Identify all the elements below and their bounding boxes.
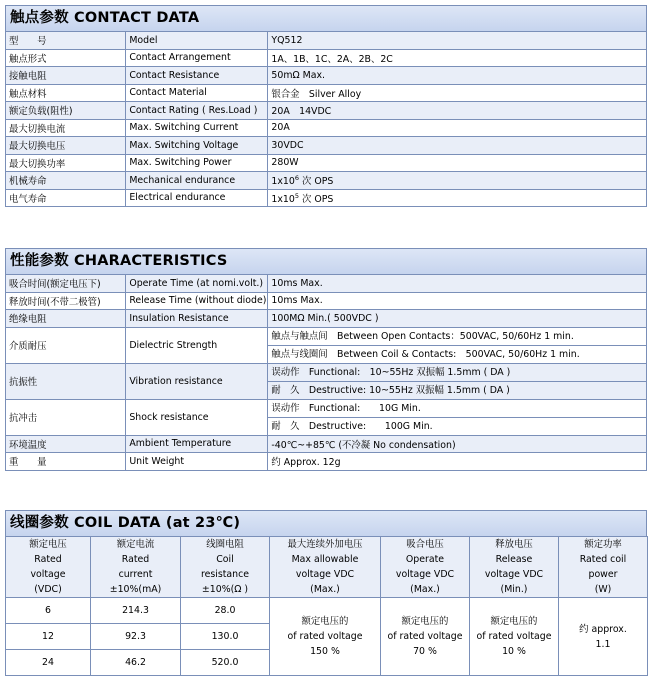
param-cn: 介质耐压 <box>6 327 126 363</box>
table-row <box>6 435 647 453</box>
param-cn: 抗冲击 <box>6 399 126 435</box>
param-value-line: 误动作 Functional: 10G Min. <box>271 402 421 414</box>
param-value: $1x10^6$ 次 OPS <box>268 172 647 190</box>
param-cn: 型 号 <box>6 32 126 50</box>
param-cn: 环境温度 <box>6 435 126 453</box>
param-value: 100MΩ Min.( 500VDC ) <box>268 310 647 328</box>
param-value-line: 触点与触点间 Between Open Contacts：500VAC, 50/60Hz 1 min. <box>271 330 574 342</box>
param-cn: 触点材料 <box>6 84 126 102</box>
column-header: 释放电压 Release voltage VDC (Min.) <box>470 537 559 598</box>
param-cn: 最大切换电压 <box>6 137 126 155</box>
rated-voltage-cell: 24 <box>6 650 91 676</box>
column-header: 额定电流 Rated current ±10%(mA) <box>91 537 181 598</box>
rated-voltage-cell: 6 <box>6 598 91 624</box>
param-cn: 重 量 <box>6 453 126 471</box>
param-en: Max. Switching Current <box>126 119 268 137</box>
param-en: Vibration resistance <box>126 363 268 399</box>
characteristics-table <box>5 274 647 471</box>
param-value-line: 误动作 Functional: 10~55Hz 双振幅 1.5mm ( DA ) <box>271 366 511 378</box>
param-value: $1x10^5$ 次 OPS <box>268 189 647 207</box>
param-value: -40℃~+85℃ (不冷凝 No condensation) <box>268 435 647 453</box>
param-cn: 释放时间(不带二极管) <box>6 292 126 310</box>
param-en: Release Time (without diode) <box>126 292 268 310</box>
param-en: Max. Switching Voltage <box>126 137 268 155</box>
rated-current-cell: 46.2 <box>91 650 181 676</box>
param-en: Model <box>126 32 268 50</box>
table-row <box>6 363 647 399</box>
coil-resistance-cell: 130.0 <box>181 624 270 650</box>
param-value-line: 耐 久 Destructive: 10~55Hz 双振幅 1.5mm ( DA ) <box>268 381 646 399</box>
param-en: Contact Resistance <box>126 67 268 85</box>
param-en: Electrical endurance <box>126 189 268 207</box>
contact-data-title: 触点参数 CONTACT DATA <box>5 5 647 31</box>
param-value: YQ512 <box>268 32 647 50</box>
characteristics-section <box>5 248 647 471</box>
param-en: Contact Material <box>126 84 268 102</box>
param-en: Contact Rating ( Res.Load ) <box>126 102 268 120</box>
table-row <box>6 172 647 190</box>
rated-power-cell: 约 approx. 1.1 <box>559 598 648 676</box>
param-value-line: 触点与线圈间 Between Coil & Contacts: 500VAC, 50/60Hz 1 min. <box>268 345 646 363</box>
table-row <box>6 310 647 328</box>
coil-header-row <box>6 537 648 598</box>
param-value: 50mΩ Max. <box>268 67 647 85</box>
param-value: 280W <box>268 154 647 172</box>
param-en: Unit Weight <box>126 453 268 471</box>
table-row <box>6 84 647 102</box>
param-en: Max. Switching Power <box>126 154 268 172</box>
param-en: Dielectric Strength <box>126 327 268 363</box>
param-cn: 电气寿命 <box>6 189 126 207</box>
column-header: 线圈电阻 Coil resistance ±10%(Ω ) <box>181 537 270 598</box>
contact-data-section <box>5 5 647 207</box>
characteristics-title: 性能参数 CHARACTERISTICS <box>5 248 647 274</box>
param-en: Insulation Resistance <box>126 310 268 328</box>
table-row <box>6 189 647 207</box>
param-cn: 最大切换功率 <box>6 154 126 172</box>
table-row <box>6 119 647 137</box>
contact-data-table <box>5 31 647 207</box>
coil-data-section <box>5 510 647 676</box>
param-en: Shock resistance <box>126 399 268 435</box>
param-en: Mechanical endurance <box>126 172 268 190</box>
param-value <box>268 363 647 399</box>
table-row <box>6 32 647 50</box>
table-row <box>6 154 647 172</box>
column-header: 吸合电压 Operate voltage VDC (Max.) <box>381 537 470 598</box>
coil-data-title: 线圈参数 COIL DATA (at 23℃) <box>5 510 647 536</box>
param-value-line: 耐 久 Destructive: 100G Min. <box>268 417 646 435</box>
table-row <box>6 137 647 155</box>
table-row <box>6 327 647 363</box>
param-value: 20A 14VDC <box>268 102 647 120</box>
coil-data-table <box>5 536 648 676</box>
table-row <box>6 67 647 85</box>
table-row <box>6 102 647 120</box>
coil-resistance-cell: 28.0 <box>181 598 270 624</box>
param-value: 10ms Max. <box>268 292 647 310</box>
param-value <box>268 327 647 363</box>
coil-resistance-cell: 520.0 <box>181 650 270 676</box>
column-header: 最大连续外加电压 Max allowable voltage VDC (Max.) <box>270 537 381 598</box>
table-row <box>6 275 647 293</box>
param-cn: 触点形式 <box>6 49 126 67</box>
table-row <box>6 292 647 310</box>
rated-current-cell: 214.3 <box>91 598 181 624</box>
param-value: 20A <box>268 119 647 137</box>
param-cn: 吸合时间(额定电压下) <box>6 275 126 293</box>
max-allowable-cell: 额定电压的 of rated voltage 150 % <box>270 598 381 676</box>
column-header: 额定电压 Rated voltage (VDC) <box>6 537 91 598</box>
param-en: Operate Time (at nomi.volt.) <box>126 275 268 293</box>
param-value: 30VDC <box>268 137 647 155</box>
rated-current-cell: 92.3 <box>91 624 181 650</box>
param-value <box>268 399 647 435</box>
param-value: 1A、1B、1C、2A、2B、2C <box>268 49 647 67</box>
param-cn: 绝缘电阻 <box>6 310 126 328</box>
param-cn: 抗振性 <box>6 363 126 399</box>
rated-voltage-cell: 12 <box>6 624 91 650</box>
param-value: 银合金 Silver Alloy <box>268 84 647 102</box>
param-value: 10ms Max. <box>268 275 647 293</box>
param-en: Ambient Temperature <box>126 435 268 453</box>
column-header: 额定功率 Rated coil power (W) <box>559 537 648 598</box>
param-cn: 最大切换电流 <box>6 119 126 137</box>
operate-voltage-cell: 额定电压的 of rated voltage 70 % <box>381 598 470 676</box>
param-value: 约 Approx. 12g <box>268 453 647 471</box>
table-row <box>6 399 647 435</box>
param-en: Contact Arrangement <box>126 49 268 67</box>
param-cn: 额定负载(阻性) <box>6 102 126 120</box>
release-voltage-cell: 额定电压的 of rated voltage 10 % <box>470 598 559 676</box>
param-cn: 接触电阻 <box>6 67 126 85</box>
param-cn: 机械寿命 <box>6 172 126 190</box>
table-row <box>6 49 647 67</box>
table-row <box>6 598 648 624</box>
table-row <box>6 453 647 471</box>
